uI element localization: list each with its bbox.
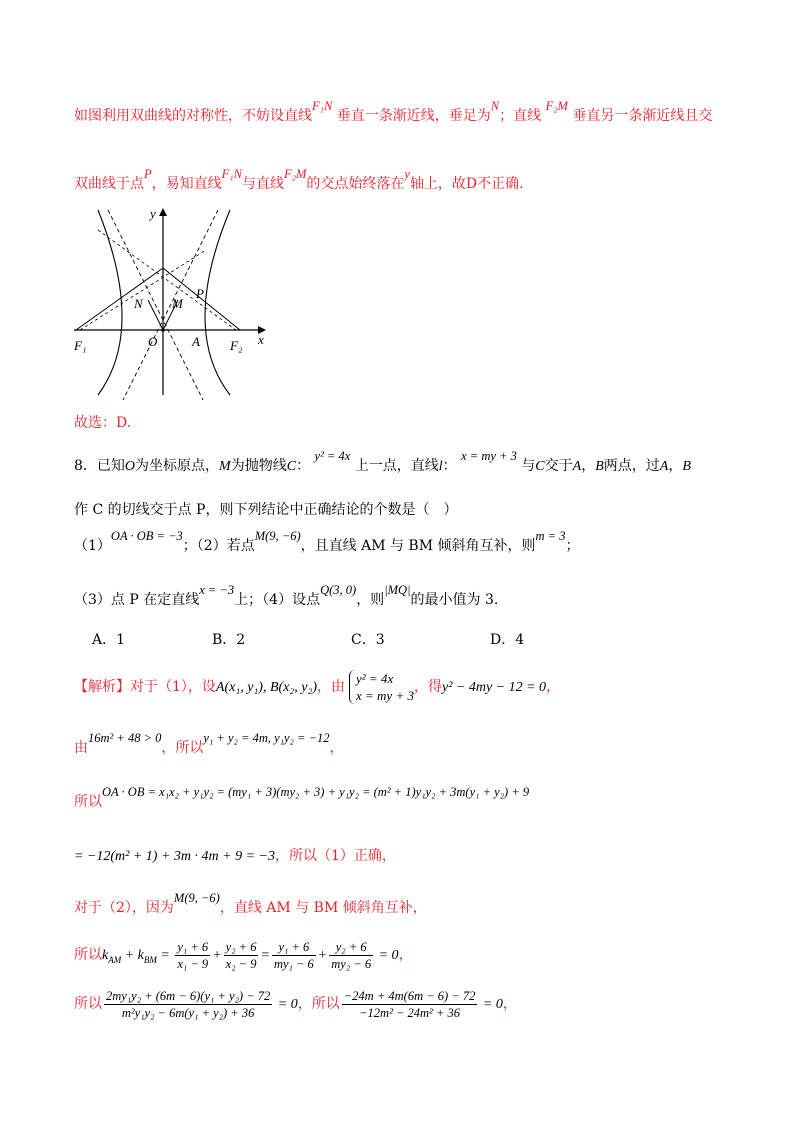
math-m: M [219, 459, 231, 474]
denominator: −12m² − 24m² + 36 [359, 1006, 460, 1021]
text: 与直线 [241, 176, 284, 192]
math-mq: |MQ| [384, 583, 411, 597]
sol-line-2 [74, 731, 344, 758]
q8-statements-2 [74, 583, 499, 610]
text: ，所以 [161, 740, 204, 756]
text: 两点，过 [603, 458, 660, 474]
math-parabola: y² = 4x [314, 449, 351, 463]
k-symbol: k [102, 948, 109, 963]
option-d[interactable]: D．4 [490, 632, 525, 648]
math-p: P [144, 167, 152, 181]
text: 所以 [74, 996, 102, 1012]
text: ，且直线 AM 与 BM 倾斜角互补，则 [300, 538, 536, 554]
denominator: m²y₁y₂ − 6m(y₁ + y₂) + 36 [121, 1006, 255, 1021]
text: ，所以 [297, 996, 340, 1012]
sol-line-6 [74, 938, 413, 977]
math-n: N [490, 99, 500, 113]
numerator: y₁ + 6 [272, 939, 316, 956]
text: ，由 [317, 679, 345, 695]
fraction-2 [224, 939, 259, 972]
system-eq-2: x = my + 3 [356, 688, 414, 703]
sol-line-5 [74, 891, 427, 918]
text: ， [546, 679, 561, 695]
denominator: x₁ − 9 [177, 957, 209, 972]
text: （1） [74, 538, 111, 554]
math-vieta: y₁ + y₂ = 4m, y₁y₂ = −12 [203, 731, 330, 745]
text: 为坐标原点， [135, 458, 220, 474]
text: 如图利用双曲线的对称性，不妨设直线 [74, 108, 312, 124]
q8-line-1 [74, 449, 691, 477]
para-line-2 [74, 167, 524, 194]
text: ， [668, 458, 683, 474]
text: 双曲线于点 [74, 176, 144, 192]
math-m-value: m = 3 [535, 529, 566, 543]
label-a: A [192, 334, 200, 349]
math-line-x: x = −3 [199, 583, 235, 597]
equals-zero: = 0 [274, 997, 298, 1012]
math-f2m: F₂M [283, 167, 307, 181]
numerator: 2my₁y₂ + (6m − 6)(y₁ + y₂) − 72 [106, 989, 271, 1004]
right-branch [205, 210, 230, 395]
text: ， [329, 740, 344, 756]
math-b: B [682, 459, 691, 474]
math-expansion: OA · OB = x₁x₂ + y₁y₂ = (my₁ + 3)(my₂ + 3) + y₁y₂ = (m² + 1)y₁y₂ + 3m(y₁ + y₂) + 9 [102, 785, 530, 799]
text: ： [442, 458, 457, 474]
math-fraction-eq-1 [102, 989, 298, 1021]
text: ， [502, 996, 517, 1012]
math-f2m: F₂M [545, 99, 568, 113]
text: 为抛物线 [230, 458, 287, 474]
math-b: B [595, 459, 604, 474]
q8-statements-1 [74, 529, 580, 556]
line-f1n [76, 268, 163, 330]
fraction-1 [175, 939, 210, 972]
text: ； [565, 538, 580, 554]
math-result: = −12(m² + 1) + 3m · 4m + 9 = −3 [74, 849, 275, 864]
text: ，易知直线 [151, 176, 222, 192]
asymptote-1 [108, 210, 203, 400]
numerator: y₂ + 6 [329, 939, 373, 956]
fraction-3 [272, 939, 316, 972]
text: 与 [521, 458, 536, 474]
text: 上一点，直线 [354, 458, 439, 474]
denominator: x₂ − 9 [225, 957, 257, 972]
para-line-1 [74, 99, 713, 126]
answer-7: 故选：D. [74, 415, 132, 431]
math-discriminant: 16m² + 48 > 0 [88, 731, 162, 745]
equals-zero: = 0 [375, 948, 399, 963]
text: 对于（2），因为 [74, 900, 174, 916]
option-c[interactable]: C．3 [351, 632, 385, 648]
subscript-am: AM [108, 954, 122, 965]
text: ， [581, 458, 596, 474]
plus-k: + k [121, 948, 144, 963]
math-c: C [286, 459, 297, 474]
label-y: y [150, 206, 156, 221]
numerator: −24m + 4m(6m − 6) − 72 [343, 989, 476, 1004]
system-eq-1: y² = 4x [356, 671, 394, 686]
subscript-bm: BM [143, 954, 157, 965]
math-line: x = my + 3 [461, 449, 517, 463]
text: 由 [74, 740, 88, 756]
solution-tag: 【解析】 [74, 679, 130, 695]
text: 垂直另一条渐近线且交 [572, 108, 713, 124]
numerator: y₁ + 6 [177, 940, 209, 955]
fraction-6 [342, 988, 478, 1021]
label-p: P [196, 286, 204, 301]
math-points: A(x₁, y₁), B(x₂, y₂) [215, 680, 317, 695]
text: ；直线 [499, 108, 542, 124]
math-fraction-eq-2 [340, 989, 503, 1021]
text: 垂直一条渐近线，垂足为 [336, 108, 491, 124]
y-axis-arrow [159, 208, 167, 216]
dash-line-1 [80, 250, 206, 330]
q8-line-2: 作 C 的切线交于点 P，则下列结论中正确结论的个数是（ ） [74, 502, 458, 518]
text: ，得 [413, 679, 442, 695]
math-point-q: Q(3, 0) [320, 583, 357, 597]
text: 轴上，故D不正确. [409, 176, 524, 192]
text: 所以 [74, 794, 102, 810]
math-point-m: M(9, −6) [173, 891, 220, 905]
text: （3）点 P 在定直线 [74, 592, 200, 608]
math-f1n: F₁N [221, 167, 242, 181]
denominator: my₂ − 6 [331, 957, 372, 972]
math-f1n: F₁N [312, 99, 333, 113]
math-o: O [124, 459, 136, 474]
math-a: A [659, 459, 669, 474]
sol-line-4 [74, 846, 396, 867]
hyperbola-figure [68, 200, 278, 400]
label-n: N [134, 296, 143, 311]
equation-system [349, 670, 414, 704]
math-c: C [535, 459, 545, 474]
text: ， [398, 947, 413, 963]
label-f1: F₁ [74, 338, 87, 353]
sol-line-3 [74, 785, 530, 812]
fraction-4 [329, 939, 373, 972]
math-l: l [438, 459, 443, 474]
text: ，则 [356, 592, 385, 608]
math-slope-sum: $k_{AM} + k_{BM}$ = $\frac{\text{y₁ + 6}}{\text{x₁ − 9}}$ + $\frac{\text{y₂ + 6}}{\text{x₂ − 9}}$ = $\frac{\text{y₁ + 6}}{\text{my₁ − 6}}$ + $\frac{\text{y₂ + 6}}{\text{my₂ − 6}}$ = 0 [102, 940, 399, 972]
sol-line-7 [74, 986, 517, 1023]
text: ；（2）若点 [182, 538, 255, 554]
left-branch [98, 210, 122, 395]
text: 所以 [74, 947, 102, 963]
denominator: my₁ − 6 [273, 957, 314, 972]
math-y: y [404, 167, 410, 181]
point-o [161, 328, 165, 332]
option-b[interactable]: B．2 [212, 632, 246, 648]
label-f2: F₂ [230, 338, 243, 353]
text: 8．已知 [74, 458, 125, 474]
equals: = [156, 948, 174, 963]
math-a: A [572, 459, 582, 474]
label-x: x [258, 332, 264, 347]
option-a[interactable]: A．1 [92, 632, 126, 648]
text: 交于 [544, 458, 573, 474]
math-point-m: M(9, −6) [254, 529, 301, 543]
text: ，所以（1）正确， [274, 848, 396, 864]
label-m: M [172, 296, 183, 311]
fraction-5 [104, 988, 272, 1021]
text: 的最小值为 3. [410, 592, 499, 608]
text: ： [296, 458, 311, 474]
text: 的交点始终落在 [306, 176, 405, 192]
equals-zero: = 0 [479, 997, 503, 1012]
numerator: y₂ + 6 [225, 940, 257, 955]
math-quadratic: y² − 4my − 12 = 0 [441, 680, 547, 695]
text: 上；（4）设点 [234, 592, 321, 608]
label-o: O [148, 334, 158, 349]
text: ，直线 AM 与 BM 倾斜角互补， [219, 900, 427, 916]
math-dot-product: OA · OB = −3 [110, 529, 183, 543]
sol-line-1 [74, 668, 560, 707]
text: 对于（1），设 [130, 679, 216, 695]
